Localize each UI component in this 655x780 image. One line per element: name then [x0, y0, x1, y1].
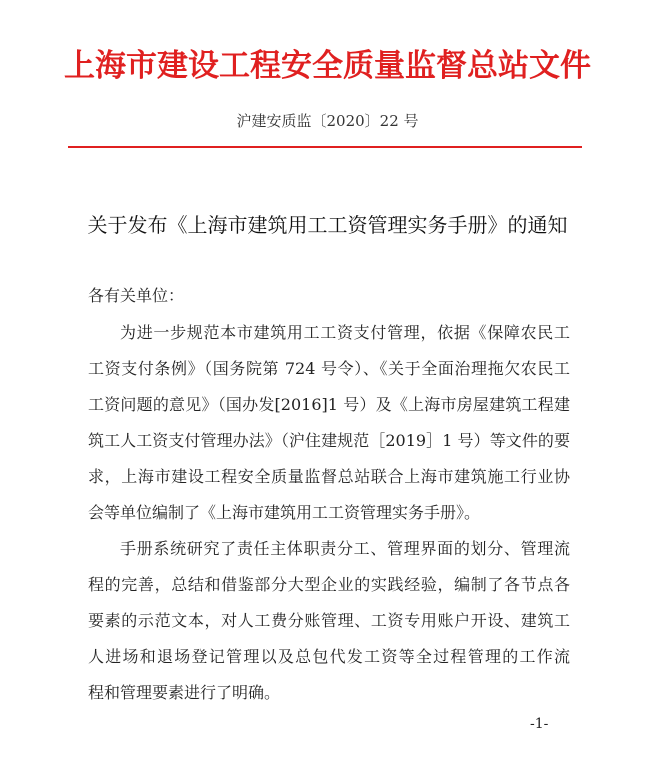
issuing-agency-title: 上海市建设工程安全质量监督总站文件 — [64, 48, 591, 84]
paragraph1-line: 工资问题的意见》（国办发[2016]1 号）及《上海市房屋建筑工程建 — [88, 395, 570, 414]
paragraph1-line: 求，上海市建设工程安全质量监督总站联合上海市建筑施工行业协 — [88, 467, 570, 486]
paragraph1-line: 筑工人工资支付管理办法》（沪住建规范［2019］1 号）等文件的要 — [88, 431, 570, 450]
notice-title: 关于发布《上海市建筑用工工资管理实务手册》的通知 — [87, 213, 568, 237]
paragraph2-line: 手册系统研究了责任主体职责分工、管理界面的划分、管理流 — [120, 539, 570, 558]
page-number: -1- — [530, 716, 549, 732]
paragraph2-line: 程的完善，总结和借鉴部分大型企业的实践经验，编制了各节点各 — [88, 575, 570, 594]
paragraph1-line: 工资支付条例》（国务院第 724 号令）、《关于全面治理拖欠农民工 — [88, 359, 570, 378]
paragraph2-line: 要素的示范文本，对人工费分账管理、工资专用账户开设、建筑工 — [88, 611, 570, 630]
document-number: 沪建安质监〔2020〕22 号 — [236, 112, 419, 130]
red-divider-line — [68, 146, 582, 148]
paragraph1-line: 为进一步规范本市建筑用工工资支付管理，依据《保障农民工 — [120, 323, 570, 342]
paragraph2-line: 人进场和退场登记管理以及总包代发工资等全过程管理的工作流 — [88, 647, 570, 666]
paragraph2-line: 程和管理要素进行了明确。 — [88, 683, 281, 702]
salutation: 各有关单位： — [88, 286, 185, 305]
paragraph1-line: 会等单位编制了《上海市建筑用工工资管理实务手册》。 — [88, 503, 481, 522]
